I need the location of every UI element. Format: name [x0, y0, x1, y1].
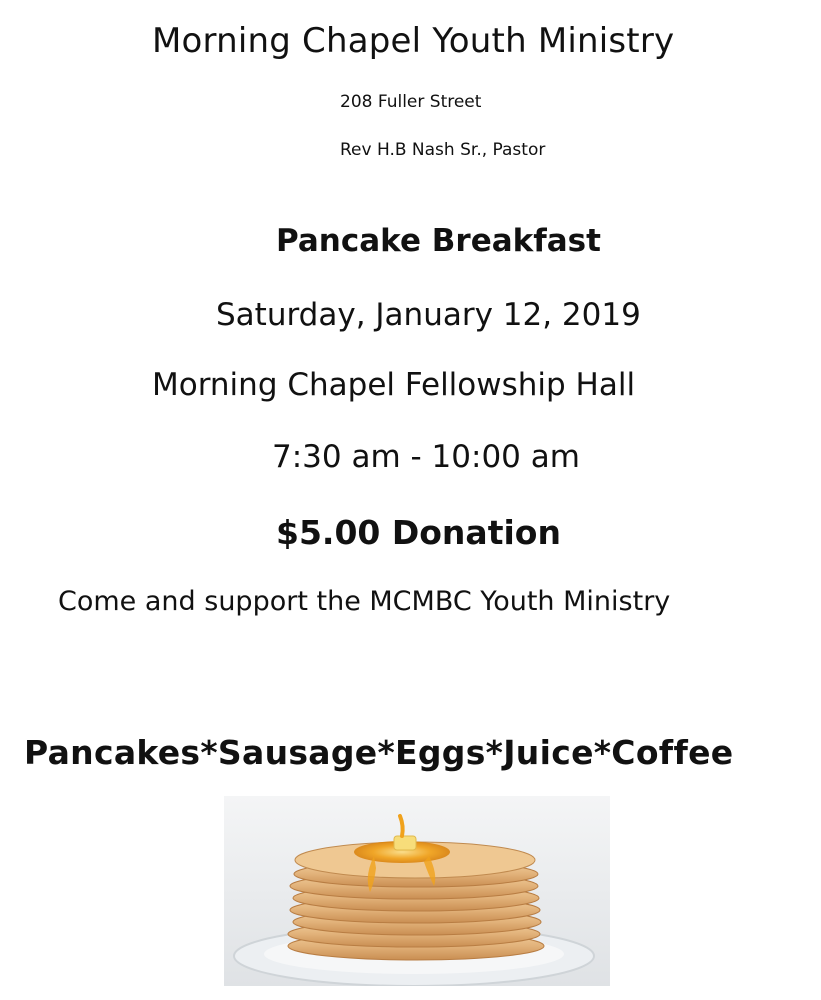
pancake-stack-icon [224, 796, 610, 986]
organization-title: Morning Chapel Youth Ministry [152, 21, 675, 61]
address-line: 208 Fuller Street [340, 92, 482, 112]
event-date: Saturday, January 12, 2019 [216, 297, 641, 333]
pastor-line: Rev H.B Nash Sr., Pastor [340, 140, 546, 160]
event-venue: Morning Chapel Fellowship Hall [152, 367, 636, 403]
event-time: 7:30 am - 10:00 am [272, 439, 580, 475]
event-name: Pancake Breakfast [276, 223, 601, 259]
menu-items: Pancakes*Sausage*Eggs*Juice*Coffee [24, 733, 734, 772]
support-message: Come and support the MCMBC Youth Ministry [58, 586, 671, 617]
donation-amount: $5.00 Donation [276, 513, 561, 552]
